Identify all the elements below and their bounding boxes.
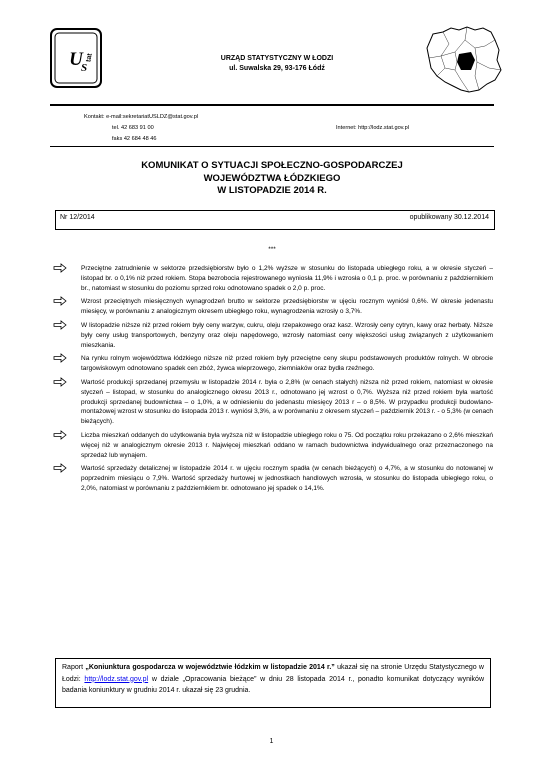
list-item — [53, 431, 493, 460]
contact-block — [84, 112, 494, 145]
arrow-right-icon — [53, 296, 67, 306]
report-title: „Koniunktura gospodarcza w województwie łódzkim w listopadzie 2014 r.” — [85, 664, 335, 671]
document-title — [50, 160, 494, 198]
page-number: 1 — [269, 738, 274, 745]
list-item — [53, 264, 493, 293]
list-item — [53, 354, 493, 374]
issue-number: Nr 12/2014 — [60, 214, 95, 221]
list-item — [53, 297, 493, 317]
title-line-3: W LISTOPADZIE 2014 R. — [217, 185, 327, 196]
ustat-logo — [50, 28, 102, 88]
publication-date: opublikowany 30.12.2014 — [409, 214, 489, 221]
contact-phone: tel. 42 683 91 00 — [112, 125, 154, 131]
title-line-2: WOJEWÓDZTWA ŁÓDZKIEGO — [203, 172, 341, 184]
arrow-right-icon — [53, 320, 67, 330]
bullet-text: Przeciętne zatrudnienie w sektorze przedsiębiorstw było o 1,2% wyższe w stosunku do listopada ubiegłego roku, a w okresie styczeń – listopad br. o 0,1% niż przed rokiem. Stopa bezrobocia rejestrowanego wyniosła 11,9% i wzrosła o 0,1 p. proc. w porównaniu z październikiem br., natomiast w stosunku do poziomu sprzed roku odnotowano spadek o 2,0 p. proc. — [81, 265, 493, 292]
title-line-1: KOMUNIKAT O SYTUACJI SPOŁECZNO-GOSPODARCZEJ — [141, 160, 403, 171]
arrow-right-icon — [53, 263, 67, 273]
list-item — [53, 321, 493, 350]
website-link[interactable]: http://lodz.stat.gov.pl — [84, 675, 149, 683]
list-item — [53, 378, 493, 427]
bullet-text: Wzrost przeciętnych miesięcznych wynagrodzeń brutto w sektorze przedsiębiorstw w ujęciu rocznym wyniósł 0,6%. W okresie jedenastu miesięcy, w porównaniu z analogicznym okresem ubiegłego roku, wynagrodzenia wzrosły o 3,7%. — [81, 298, 493, 316]
svg-text:U: U — [69, 49, 83, 70]
svg-text:S: S — [80, 62, 88, 74]
report-middle: ukazał się na stronie Urzędu Statystycznego w Łodzi: — [62, 664, 484, 683]
office-name: URZĄD STATYSTYCZNY W ŁODZI — [220, 55, 334, 62]
list-item — [53, 464, 493, 493]
header-divider — [50, 104, 494, 106]
arrow-right-icon — [53, 430, 67, 440]
poland-map-icon — [423, 24, 505, 96]
contact-internet: Internet: http://lodz.stat.gov.pl — [336, 125, 409, 131]
contact-fax: faks 42 684 48 46 — [112, 136, 157, 142]
bullet-text: Wartość sprzedaży detalicznej w listopadzie 2014 r. w ujęciu rocznym spadła (w cenach bieżących) o 4,7%, a w stosunku do notowanej w poprzednim miesiącu o 7,9%. Wartość sprzedaży hurtowej w jednostkach handlowych wzrosła, w stosunku do listopada ubiegłego roku, o 2,0%, natomiast w porównaniu z październikiem br. odnotowano jej spadek o 14,1%. — [81, 465, 493, 492]
bullet-text: Liczba mieszkań oddanych do użytkowania była wyższa niż w listopadzie ubiegłego roku o 75. Od początku roku przekazano o 2,6% mieszkań więcej niż w analogicznym okresie 2013 r. Najwięcej mieszkań oddano w ramach budownictwa indywidualnego oraz przeznaczonego na sprzedaż lub wynajem. — [81, 431, 493, 459]
arrow-right-icon — [53, 377, 67, 387]
letterhead — [50, 22, 504, 100]
office-block — [142, 54, 412, 74]
bullet-text: Wartość produkcji sprzedanej przemysłu w listopadzie 2014 r. była o 2,8% (w cenach stałych) niższa niż przed rokiem, natomiast w okresie styczeń – listopad, w stosunku do analogicznego okresu 2013 r., odnotowano jej wzrost o 0,7%. Wyższa niż przed rokiem była wartość produkcji sprzedanej budownictwa – o 1,0%, a w odniesieniu do jedenastu miesięcy 2013 r – o 8,5%. W przypadku produkcji budowlano-montażowej wzrost w stosunku do listopada 2013 r. wyniósł 3,3%, a w porównaniu z okresem styczeń – październik 2013 r. - o 5,3% (w cenach bieżących). — [81, 378, 493, 426]
arrow-right-icon — [53, 353, 67, 363]
bullet-text: Na rynku rolnym województwa łódzkiego niższe niż przed rokiem były przeciętne ceny skupu podstawowych produktów rolnych. W obrocie targowiskowym odnotowano spadek cen zbóż, żywca wieprzowego, ziemniaków oraz bydła rzeźnego. — [81, 355, 493, 373]
report-prefix: Raport — [62, 664, 86, 671]
section-separator: *** — [268, 246, 276, 253]
office-address: ul. Suwalska 29, 93-176 Łódź — [229, 65, 325, 72]
bullet-text: W listopadzie niższe niż przed rokiem były ceny warzyw, cukru, oleju rzepakowego oraz kasz. Wzrosły ceny cytryn, kawy oraz herbaty. Niższe były ceny usług transportowych, benzyny oraz oleju napędowego, wzrosły natomiast ceny większości usług związanych z użytkowaniem mieszkania. — [81, 321, 493, 349]
contact-divider — [50, 146, 494, 147]
publication-info-box — [55, 210, 495, 230]
svg-text:tat: tat — [85, 52, 94, 63]
report-notice-box — [55, 658, 491, 708]
arrow-right-icon — [53, 463, 67, 473]
bullet-list — [53, 264, 493, 498]
contact-email: Kontakt: e-mail:sekretariatUSLDZ@stat.gov.pl — [84, 114, 199, 120]
report-suffix: w dziale „Opracowania bieżące” w dniu 28 listopada 2014 r., ponadto komunikat dotyczący wyników badania koniunktury w grudniu 2014 r. ukazał się 23 grudnia. — [62, 675, 484, 694]
